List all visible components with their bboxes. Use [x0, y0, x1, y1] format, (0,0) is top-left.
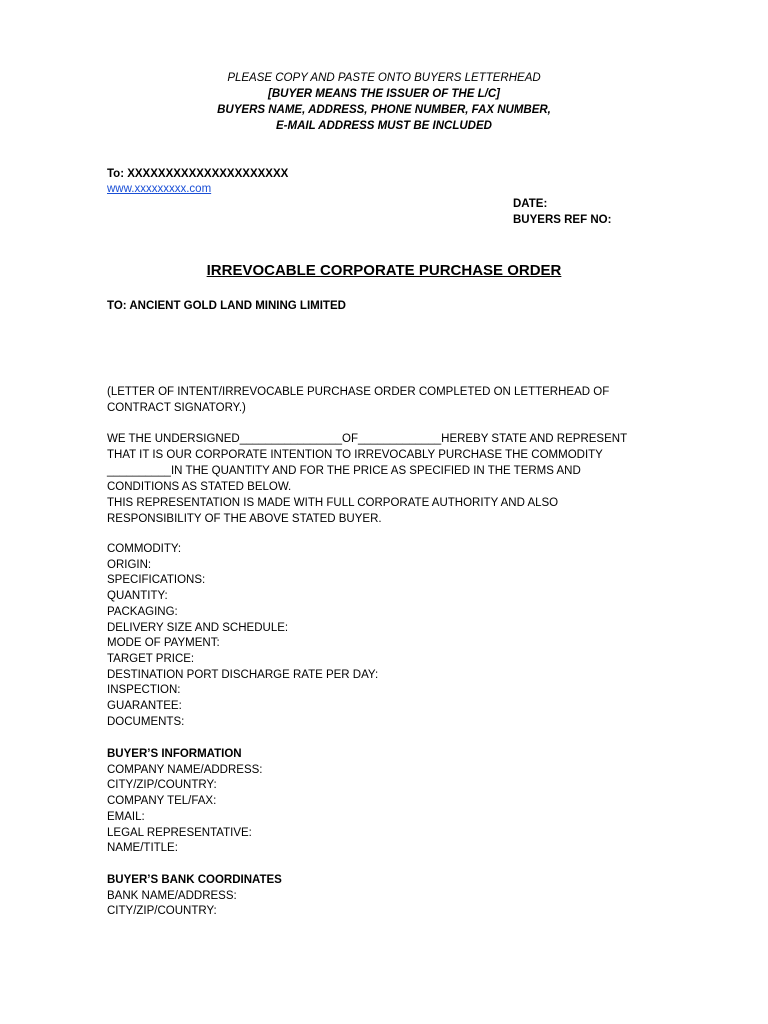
paragraph-representation: THIS REPRESENTATION IS MADE WITH FULL CORPORATE AUTHORITY AND ALSO RESPONSIBILITY OF THE ABOVE STATED BUYER.: [107, 497, 559, 525]
buyer-field-city: CITY/ZIP/COUNTRY:: [107, 779, 217, 792]
term-guarantee: GUARANTEE:: [107, 700, 182, 713]
bank-section: [107, 873, 282, 920]
buyer-info-section: [107, 747, 263, 857]
term-packaging: PACKAGING:: [107, 605, 178, 618]
term-discharge-rate: DESTINATION PORT DISCHARGE RATE PER DAY:: [107, 668, 379, 681]
term-documents: DOCUMENTS:: [107, 715, 185, 728]
buyer-field-tel: COMPANY TEL/FAX:: [107, 795, 217, 808]
buyer-field-legal-rep: LEGAL REPRESENTATIVE:: [107, 826, 252, 839]
paragraph-letterhead-note: (LETTER OF INTENT/IRREVOCABLE PURCHASE ORDER COMPLETED ON LETTERHEAD OF CONTRACT SIGNATORY.): [107, 386, 610, 414]
term-delivery: DELIVERY SIZE AND SCHEDULE:: [107, 621, 289, 634]
term-payment: MODE OF PAYMENT:: [107, 637, 220, 650]
bank-field-name: BANK NAME/ADDRESS:: [107, 889, 237, 902]
document-title: IRREVOCABLE CORPORATE PURCHASE ORDER: [206, 262, 562, 279]
term-specifications: SPECIFICATIONS:: [107, 574, 206, 587]
term-inspection: INSPECTION:: [107, 684, 181, 697]
header-instruction: PLEASE COPY AND PASTE ONTO BUYERS LETTERHEAD: [227, 72, 541, 84]
recipient-line: TO: ANCIENT GOLD LAND MINING LIMITED: [107, 300, 346, 312]
addressee-website-link[interactable]: www.xxxxxxxxx.com: [107, 183, 212, 195]
date-label: DATE:: [513, 198, 548, 210]
buyer-info-heading: BUYER’S INFORMATION: [107, 748, 242, 760]
header-required-details: BUYERS NAME, ADDRESS, PHONE NUMBER, FAX NUMBER,: [217, 104, 551, 116]
bank-heading: BUYER’S BANK COORDINATES: [107, 874, 282, 886]
term-commodity: COMMODITY:: [107, 543, 182, 555]
terms-list: [107, 542, 378, 730]
header-email-required: E-MAIL ADDRESS MUST BE INCLUDED: [276, 120, 492, 132]
buyer-field-name-title: NAME/TITLE:: [107, 842, 178, 855]
bank-field-city: CITY/ZIP/COUNTRY:: [107, 905, 217, 918]
header-buyer-definition: [BUYER MEANS THE ISSUER OF THE L/C]: [268, 88, 500, 100]
term-target-price: TARGET PRICE:: [107, 652, 195, 665]
buyer-field-email: EMAIL:: [107, 810, 145, 823]
addressee-to: To: XXXXXXXXXXXXXXXXXXXXX: [107, 168, 289, 180]
buyers-ref-label: BUYERS REF NO:: [513, 214, 612, 226]
term-quantity: QUANTITY:: [107, 590, 168, 603]
paragraph-undersigned: WE THE UNDERSIGNED________________OF_____________HEREBY STATE AND REPRESENT THAT IT IS OUR CORPORATE INTENTION TO IRREVOCABLY PURCHASE THE COMMODITY __________IN THE QUANTITY AND FOR THE PRICE AS SPECIFIED IN THE TERMS AND CONDITIONS AS STATED BELOW.: [107, 433, 627, 493]
term-origin: ORIGIN:: [107, 558, 152, 571]
buyer-field-company: COMPANY NAME/ADDRESS:: [107, 763, 263, 776]
